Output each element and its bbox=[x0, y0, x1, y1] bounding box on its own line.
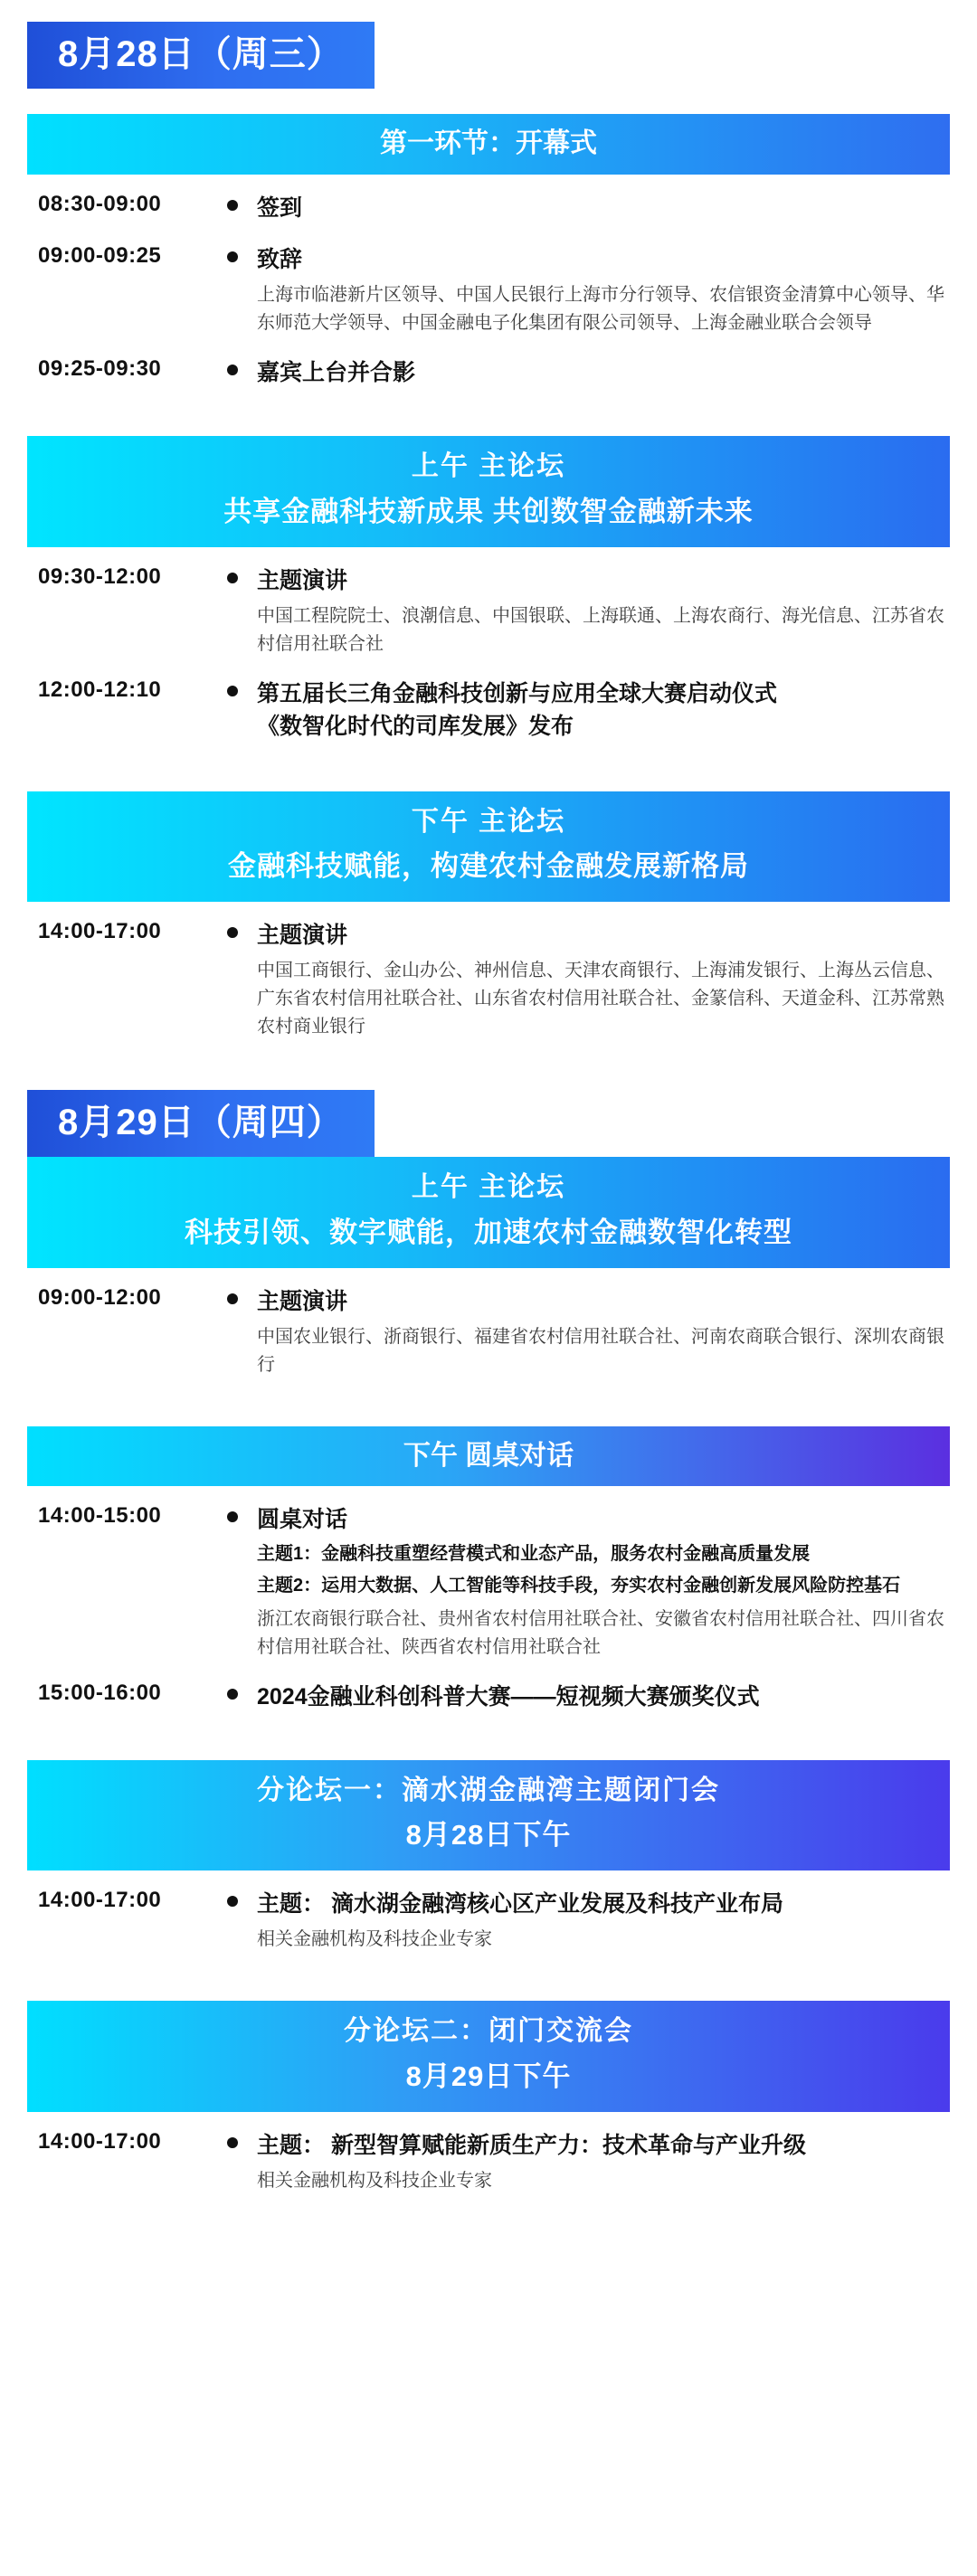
bullet-dot-icon bbox=[227, 927, 238, 938]
row-title: 嘉宾上台并合影 bbox=[257, 360, 416, 385]
section-header-line2: 金融科技赋能，构建农村金融发展新格局 bbox=[228, 850, 749, 883]
agenda-row bbox=[27, 232, 950, 345]
bullet-dot-cell bbox=[208, 243, 257, 262]
row-subtitle: 相关金融机构及科技企业专家 bbox=[257, 1929, 492, 1950]
bullet-dot-cell bbox=[208, 192, 257, 211]
agenda-row bbox=[27, 666, 950, 752]
row-subtitle: 中国工商银行、金山办公、神州信息、天津农商银行、上海浦发银行、上海丛云信息、广东省农村信用社联合社、山东省农村信用社联合社、金篆信科、天道金科、江苏常熟农村商业银行 bbox=[257, 961, 944, 1037]
row-title: 致辞 bbox=[257, 246, 303, 272]
bullet-dot-cell bbox=[208, 677, 257, 696]
row-title: 签到 bbox=[257, 194, 303, 221]
bullet-dot-icon bbox=[227, 1896, 238, 1907]
spacer bbox=[27, 1387, 950, 1426]
day-block-2 bbox=[27, 1048, 950, 1720]
row-title: 2024金融业科创科普大赛——短视频大赛颁奖仪式 bbox=[257, 1683, 760, 1709]
row-time: 08:30-09:00 bbox=[38, 191, 162, 216]
spacer bbox=[27, 1961, 950, 2001]
section-header-morning-forum bbox=[27, 436, 950, 546]
section-header-line2: 共享金融科技新成果 共创数智金融新未来 bbox=[223, 495, 754, 527]
row-time: 14:00-17:00 bbox=[38, 1888, 162, 1913]
sub-forum-header-line1: 分论坛二：闭门交流会 bbox=[344, 2016, 633, 2047]
row-title: 圆桌对话 bbox=[257, 1507, 348, 1533]
agenda-row bbox=[27, 1876, 950, 1961]
row-content bbox=[257, 677, 950, 744]
section-header-line1: 下午 主论坛 bbox=[411, 806, 566, 837]
row-content bbox=[257, 1681, 950, 1713]
row-content bbox=[257, 1503, 950, 1661]
rows-sub-forum-2 bbox=[27, 2112, 950, 2202]
agenda-row bbox=[27, 553, 950, 666]
row-title: 主题： 滴水湖金融湾核心区产业发展及科技产业布局 bbox=[257, 1891, 783, 1918]
section-header-opening: 第一环节：开幕式 bbox=[27, 114, 950, 175]
rows-afternoon-forum bbox=[27, 902, 950, 1048]
bullet-dot-icon bbox=[227, 200, 238, 211]
spacer bbox=[27, 1720, 950, 1760]
agenda-row bbox=[27, 180, 950, 232]
row-title: 主题： 新型智算赋能新质生产力：技术革命与产业升级 bbox=[257, 2132, 806, 2158]
bullet-dot-icon bbox=[227, 251, 238, 262]
section-header-line1: 上午 主论坛 bbox=[411, 451, 566, 482]
row-topic-1: 主题1：金融科技重塑经营模式和业态产品，服务农村金融高质量发展 bbox=[257, 1543, 811, 1564]
section-header-day2-morning bbox=[27, 1157, 950, 1267]
bullet-dot-cell bbox=[208, 1285, 257, 1304]
row-subtitle: 相关金融机构及科技企业专家 bbox=[257, 2170, 492, 2191]
rows-roundtable bbox=[27, 1486, 950, 1720]
row-subtitle: 上海市临港新片区领导、中国人民银行上海市分行领导、农信银资金清算中心领导、华东师范大学领导、中国金融电子化集团有限公司领导、上海金融业联合会领导 bbox=[257, 285, 944, 333]
section-header-roundtable: 下午 圆桌对话 bbox=[27, 1426, 950, 1487]
rows-opening bbox=[27, 175, 950, 397]
row-time: 14:00-17:00 bbox=[38, 2128, 162, 2154]
row-time: 14:00-17:00 bbox=[38, 918, 162, 943]
bullet-dot-icon bbox=[227, 1293, 238, 1304]
agenda-row bbox=[27, 1669, 950, 1720]
row-content bbox=[257, 243, 950, 337]
bullet-dot-icon bbox=[227, 2137, 238, 2148]
row-content bbox=[257, 919, 950, 1041]
row-subtitle: 中国工程院院士、浪潮信息、中国银联、上海联通、上海农商行、海光信息、江苏省农村信用社联合社 bbox=[257, 605, 944, 654]
bullet-dot-cell bbox=[208, 1503, 257, 1522]
row-topic-2: 主题2：运用大数据、人工智能等科技手段，夯实农村金融创新发展风险防控基石 bbox=[257, 1575, 901, 1596]
bullet-dot-icon bbox=[227, 1689, 238, 1700]
sub-forum-header-line2: 8月28日下午 bbox=[405, 1819, 572, 1852]
row-time: 09:25-09:30 bbox=[38, 356, 162, 381]
spacer bbox=[27, 752, 950, 791]
row-time: 15:00-16:00 bbox=[38, 1680, 162, 1705]
bullet-dot-icon bbox=[227, 686, 238, 696]
row-time: 09:00-12:00 bbox=[38, 1284, 162, 1310]
sub-forum-header-line1: 分论坛一：滴水湖金融湾主题闭门会 bbox=[257, 1775, 720, 1805]
sub-forum-1-header bbox=[27, 1760, 950, 1870]
bullet-dot-cell bbox=[208, 564, 257, 583]
section-header-line1: 上午 主论坛 bbox=[411, 1172, 566, 1203]
agenda-row bbox=[27, 345, 950, 396]
row-time: 09:30-12:00 bbox=[38, 564, 162, 589]
rows-day2-morning bbox=[27, 1268, 950, 1387]
bullet-dot-cell bbox=[208, 356, 257, 375]
rows-morning-forum bbox=[27, 547, 950, 752]
row-content bbox=[257, 192, 950, 224]
row-time: 09:00-09:25 bbox=[38, 242, 162, 268]
row-subtitle: 中国农业银行、浙商银行、福建省农村信用社联合社、河南农商联合银行、深圳农商银行 bbox=[257, 1326, 944, 1375]
row-title-line2: 《数智化时代的司库发展》发布 bbox=[257, 714, 574, 740]
row-time: 14:00-15:00 bbox=[38, 1503, 162, 1529]
bullet-dot-cell bbox=[208, 1888, 257, 1907]
row-subtitle: 浙江农商银行联合社、贵州省农村信用社联合社、安徽省农村信用社联合社、四川省农村信用社联合社、陕西省农村信用社联合社 bbox=[257, 1608, 944, 1657]
row-title: 主题演讲 bbox=[257, 1288, 348, 1314]
bullet-dot-cell bbox=[208, 1681, 257, 1700]
section-header-line2: 科技引领、数字赋能，加速农村金融数智化转型 bbox=[185, 1216, 792, 1248]
sub-forum-header-line2: 8月29日下午 bbox=[405, 2060, 572, 2092]
sub-forum-1 bbox=[27, 1760, 950, 1962]
agenda-row bbox=[27, 907, 950, 1048]
row-content bbox=[257, 564, 950, 658]
spacer bbox=[27, 396, 950, 436]
row-content bbox=[257, 2129, 950, 2195]
row-content bbox=[257, 1285, 950, 1379]
sub-forum-2 bbox=[27, 2001, 950, 2202]
row-time: 12:00-12:10 bbox=[38, 677, 162, 702]
day-block-1 bbox=[27, 16, 950, 1048]
agenda-row bbox=[27, 1274, 950, 1387]
bullet-dot-icon bbox=[227, 1511, 238, 1522]
date-chip-day2: 8月29日（周四） bbox=[27, 1090, 375, 1157]
row-title: 主题演讲 bbox=[257, 922, 348, 948]
bullet-dot-cell bbox=[208, 2129, 257, 2148]
bullet-dot-icon bbox=[227, 573, 238, 583]
row-content bbox=[257, 1888, 950, 1954]
row-content bbox=[257, 356, 950, 389]
bullet-dot-icon bbox=[227, 365, 238, 375]
date-chip-day1: 8月28日（周三） bbox=[27, 22, 375, 89]
row-title: 第五届长三角金融科技创新与应用全球大赛启动仪式 bbox=[257, 680, 778, 706]
rows-sub-forum-1 bbox=[27, 1870, 950, 1961]
agenda-row bbox=[27, 2117, 950, 2202]
agenda-row bbox=[27, 1492, 950, 1668]
section-header-afternoon-forum bbox=[27, 791, 950, 902]
bullet-dot-cell bbox=[208, 919, 257, 938]
row-title: 主题演讲 bbox=[257, 567, 348, 593]
sub-forum-2-header bbox=[27, 2001, 950, 2111]
